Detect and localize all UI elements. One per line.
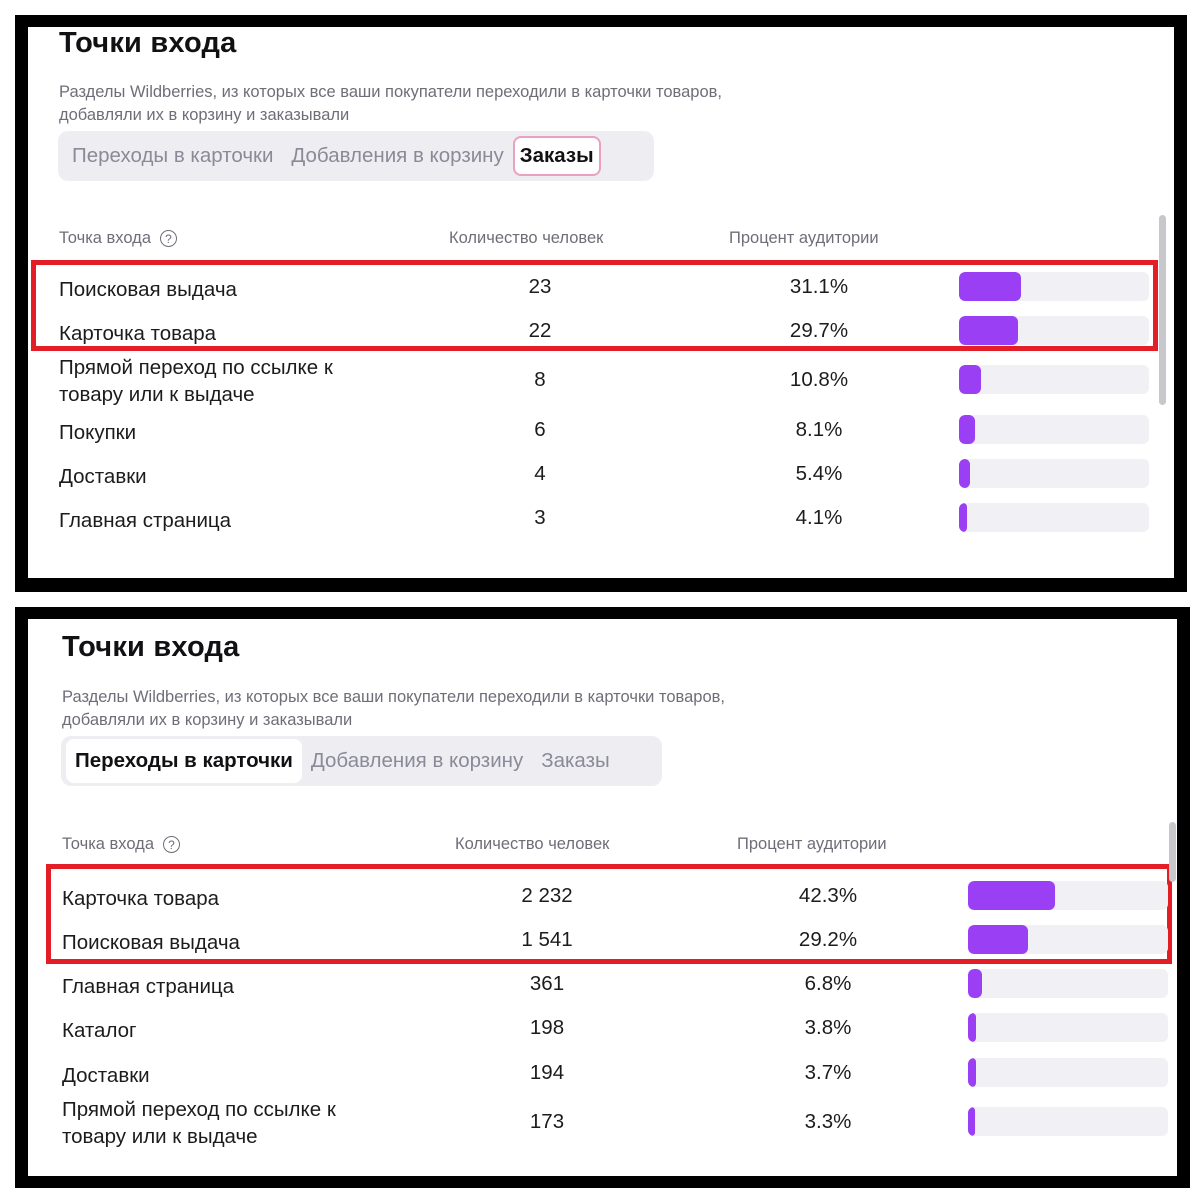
row-entry-point: [62, 1017, 137, 1044]
row-entry-point: [59, 463, 147, 490]
question-circle-icon[interactable]: ?: [163, 836, 180, 853]
row-count: 1 541: [521, 928, 573, 951]
row-percent: 8.1%: [795, 418, 843, 441]
row-percent: 29.7%: [789, 319, 849, 342]
row-percent: 6.8%: [804, 972, 852, 995]
audience-share-bar: [968, 881, 1168, 910]
row-entry-point-label: Главная страница: [59, 509, 232, 532]
row-count: 6: [534, 418, 546, 441]
row-entry-point: [59, 419, 136, 446]
row-percent: 31.1%: [789, 275, 849, 298]
row-count: 8: [534, 368, 546, 391]
audience-share-bar-fill: [968, 1107, 975, 1136]
audience-share-bar: [968, 925, 1168, 954]
row-count: 23: [528, 275, 552, 298]
row-percent: 10.8%: [789, 368, 849, 391]
row-entry-point-label: Главная страница: [62, 975, 235, 998]
row-entry-point: [59, 354, 333, 408]
column-header-percent: Процент аудитории: [737, 835, 887, 853]
row-entry-point-label: Поисковая выдача: [62, 931, 240, 954]
column-header-percent: Процент аудитории: [729, 229, 879, 247]
column-header-entry-point: [59, 229, 177, 248]
audience-share-bar-fill: [968, 925, 1028, 954]
audience-share-bar: [968, 1058, 1168, 1087]
subtitle-line-1: Разделы Wildberries, из которых все ваши покупатели переходили в карточки товаров,: [62, 688, 725, 706]
row-entry-point-label-line-2: товару или к выдаче: [59, 383, 255, 406]
column-header-count: Количество человек: [455, 835, 610, 853]
audience-share-bar-fill: [959, 459, 970, 488]
row-entry-point-label-line-2: товару или к выдаче: [62, 1125, 258, 1148]
audience-share-bar: [959, 365, 1149, 394]
tab-orders[interactable]: Заказы: [513, 136, 601, 176]
row-entry-point-label: Карточка товара: [62, 887, 220, 910]
row-entry-point-label: Каталог: [62, 1019, 137, 1042]
row-entry-point-label: Покупки: [59, 421, 137, 444]
row-count: 194: [529, 1061, 565, 1084]
row-entry-point-label: Доставки: [62, 1064, 150, 1087]
tab-card-visits[interactable]: Переходы в карточки: [66, 739, 302, 783]
tab-add-to-cart[interactable]: Добавления в корзину: [310, 749, 524, 772]
page-subtitle: [62, 686, 842, 732]
row-entry-point-label: Прямой переход по ссылке к: [59, 356, 333, 379]
row-percent: 5.4%: [795, 462, 843, 485]
row-entry-point: [59, 507, 231, 534]
audience-share-bar: [968, 1013, 1168, 1042]
audience-share-bar-fill: [968, 1013, 976, 1042]
column-header-count: Количество человек: [449, 229, 604, 247]
column-header-entry-point-label: Точка входа: [62, 835, 154, 853]
audience-share-bar: [968, 969, 1168, 998]
audience-share-bar-fill: [959, 503, 967, 532]
row-entry-point: [59, 276, 237, 303]
page-title: Точки входа: [59, 27, 237, 59]
audience-share-bar: [968, 1107, 1168, 1136]
panel-orders: [15, 15, 1187, 592]
tab-bar: [61, 736, 662, 786]
audience-share-bar-fill: [968, 969, 982, 998]
row-percent: 42.3%: [798, 884, 858, 907]
subtitle-line-2: добавляли их в корзину и заказывали: [62, 711, 353, 729]
row-percent: 4.1%: [795, 506, 843, 529]
row-entry-point-label: Доставки: [59, 465, 147, 488]
row-entry-point-label: Карточка товара: [59, 322, 217, 345]
question-circle-icon[interactable]: ?: [160, 230, 177, 247]
scrollbar[interactable]: [1159, 215, 1166, 405]
subtitle-line-1: Разделы Wildberries, из которых все ваши покупатели переходили в карточки товаров,: [59, 83, 722, 101]
row-entry-point: [62, 929, 240, 956]
tab-bar: [58, 131, 654, 181]
row-percent: 3.8%: [804, 1016, 852, 1039]
row-entry-point-label: Поисковая выдача: [59, 278, 237, 301]
page-subtitle: [59, 81, 839, 127]
tab-orders[interactable]: Заказы: [541, 749, 610, 772]
row-entry-point: [62, 1096, 336, 1150]
column-header-entry-point-label: Точка входа: [59, 229, 151, 247]
row-count: 22: [528, 319, 552, 342]
row-count: 198: [529, 1016, 565, 1039]
row-percent: 3.3%: [804, 1110, 852, 1133]
subtitle-line-2: добавляли их в корзину и заказывали: [59, 106, 350, 124]
row-percent: 3.7%: [804, 1061, 852, 1084]
audience-share-bar-fill: [959, 365, 981, 394]
audience-share-bar-fill: [968, 1058, 976, 1087]
column-header-entry-point: [62, 835, 180, 854]
row-entry-point: [62, 973, 234, 1000]
tab-card-visits[interactable]: Переходы в карточки: [72, 144, 274, 167]
panel-card-visits: [15, 607, 1190, 1188]
row-count: 173: [529, 1110, 565, 1133]
row-count: 361: [529, 972, 565, 995]
audience-share-bar-fill: [959, 272, 1021, 301]
audience-share-bar: [959, 316, 1149, 345]
tab-add-to-cart[interactable]: Добавления в корзину: [291, 144, 504, 167]
audience-share-bar: [959, 503, 1149, 532]
fade-overlay: [28, 1155, 1177, 1183]
page-title: Точки входа: [62, 631, 240, 663]
audience-share-bar: [959, 272, 1149, 301]
audience-share-bar-fill: [959, 415, 975, 444]
row-count: 3: [534, 506, 546, 529]
audience-share-bar-fill: [968, 881, 1055, 910]
row-entry-point: [59, 320, 216, 347]
scrollbar[interactable]: [1169, 822, 1176, 882]
row-entry-point: [62, 1062, 150, 1089]
row-count: 2 232: [521, 884, 573, 907]
row-count: 4: [534, 462, 546, 485]
audience-share-bar-fill: [959, 316, 1018, 345]
audience-share-bar: [959, 415, 1149, 444]
audience-share-bar: [959, 459, 1149, 488]
row-entry-point: [62, 885, 219, 912]
row-percent: 29.2%: [798, 928, 858, 951]
row-entry-point-label: Прямой переход по ссылке к: [62, 1098, 336, 1121]
fade-overlay: [28, 554, 1174, 582]
